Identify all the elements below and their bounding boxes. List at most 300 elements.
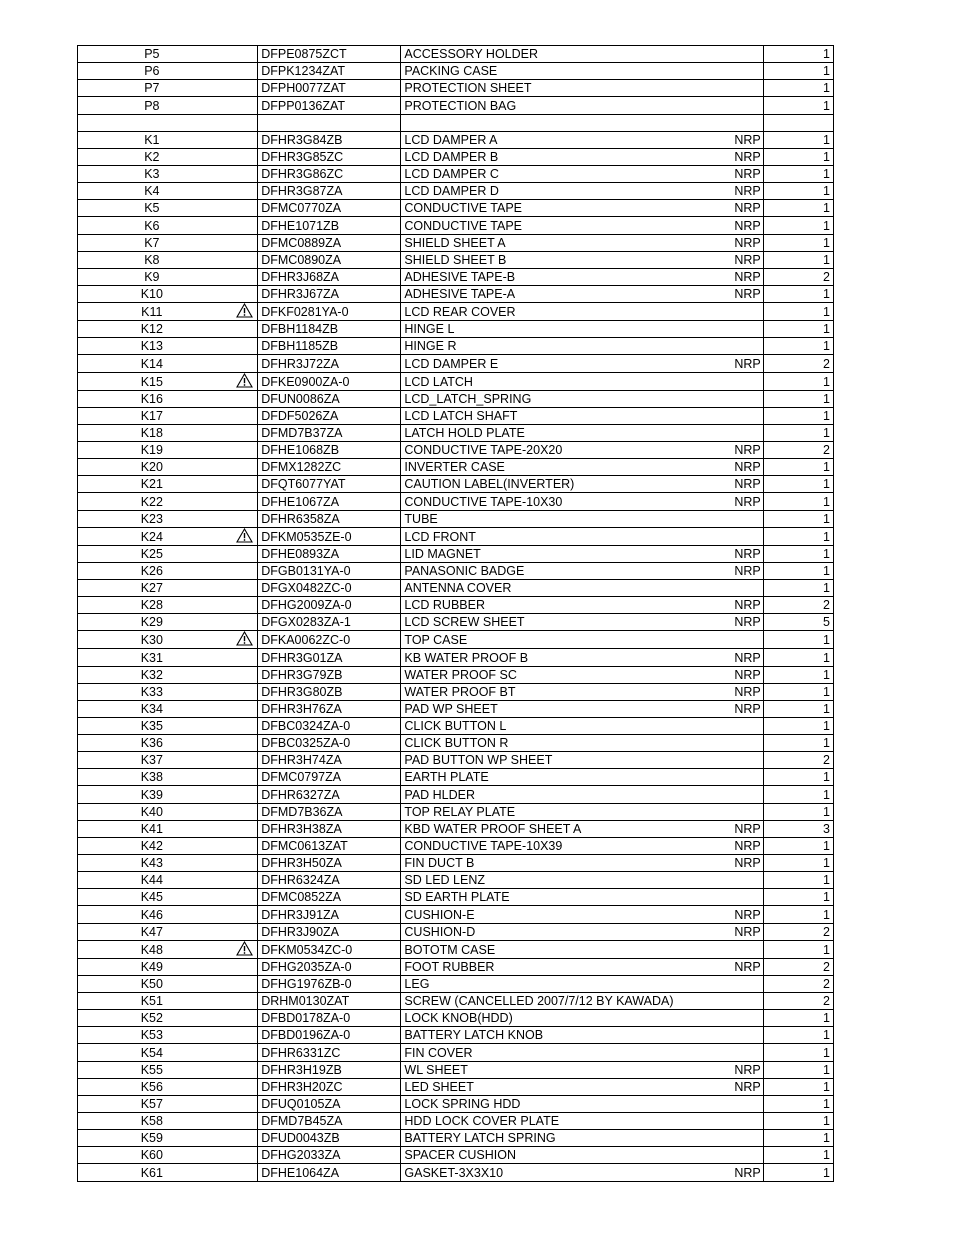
ref-no-cell: P8	[78, 97, 226, 114]
safety-mark-cell	[226, 631, 258, 649]
safety-mark-cell	[226, 303, 258, 321]
quantity-cell: 1	[763, 165, 833, 182]
ref-no-cell: K52	[78, 1010, 226, 1027]
description-cell: ADHESIVE TAPE-B	[401, 268, 732, 285]
nrp-cell	[732, 1027, 763, 1044]
table-row	[78, 683, 834, 700]
part-number-cell: DFGB0131YA-0	[258, 562, 401, 579]
part-number-cell: DFUQ0105ZA	[258, 1095, 401, 1112]
description-cell: CLICK BUTTON R	[401, 735, 732, 752]
part-number-cell: DFHR3G87ZA	[258, 183, 401, 200]
part-number-cell: DFBH1184ZB	[258, 321, 401, 338]
description-cell: SPACER CUSHION	[401, 1147, 732, 1164]
description-cell: CUSHION-D	[401, 923, 732, 940]
nrp-cell	[732, 975, 763, 992]
quantity-cell: 1	[763, 527, 833, 545]
description-cell: CAUTION LABEL(INVERTER)	[401, 476, 732, 493]
ref-no-cell: K41	[78, 820, 226, 837]
quantity-cell: 1	[763, 837, 833, 854]
nrp-cell	[732, 735, 763, 752]
description-cell: LCD DAMPER B	[401, 148, 732, 165]
description-cell: SHIELD SHEET A	[401, 234, 732, 251]
nrp-cell: NRP	[732, 855, 763, 872]
quantity-cell: 1	[763, 303, 833, 321]
part-number-cell: DFUN0086ZA	[258, 390, 401, 407]
description-cell: BOTOTM CASE	[401, 940, 732, 958]
nrp-cell: NRP	[732, 268, 763, 285]
table-row	[78, 407, 834, 424]
quantity-cell: 1	[763, 872, 833, 889]
ref-no-cell: K12	[78, 321, 226, 338]
nrp-cell	[732, 80, 763, 97]
nrp-cell: NRP	[732, 666, 763, 683]
safety-mark-cell	[226, 390, 258, 407]
ref-no-cell: K24	[78, 527, 226, 545]
ref-no-cell: K42	[78, 837, 226, 854]
part-number-cell: DFHE1068ZB	[258, 441, 401, 458]
nrp-cell: NRP	[732, 700, 763, 717]
safety-mark-cell	[226, 579, 258, 596]
nrp-cell	[732, 424, 763, 441]
part-number-cell: DFHR3H76ZA	[258, 700, 401, 717]
description-cell: PAD BUTTON WP SHEET	[401, 752, 732, 769]
quantity-cell: 1	[763, 407, 833, 424]
table-row	[78, 148, 834, 165]
quantity-cell: 1	[763, 786, 833, 803]
ref-no-cell: K30	[78, 631, 226, 649]
ref-no-cell: K37	[78, 752, 226, 769]
part-number-cell: DFMX1282ZC	[258, 459, 401, 476]
table-row	[78, 700, 834, 717]
description-cell: TOP CASE	[401, 631, 732, 649]
ref-no-cell: P5	[78, 46, 226, 63]
ref-no-cell: K40	[78, 803, 226, 820]
part-number-cell: DFKE0900ZA-0	[258, 372, 401, 390]
part-number-cell: DFBH1185ZB	[258, 338, 401, 355]
nrp-cell: NRP	[732, 285, 763, 302]
quantity-cell: 1	[763, 338, 833, 355]
quantity-cell: 1	[763, 906, 833, 923]
nrp-cell	[732, 390, 763, 407]
part-number-cell: DFMC0797ZA	[258, 769, 401, 786]
quantity-cell: 1	[763, 148, 833, 165]
safety-mark-cell	[226, 131, 258, 148]
nrp-cell	[732, 769, 763, 786]
description-cell: WL SHEET	[401, 1061, 732, 1078]
safety-mark-cell	[226, 649, 258, 666]
part-number-cell: DFHG2035ZA-0	[258, 958, 401, 975]
quantity-cell: 2	[763, 993, 833, 1010]
table-row	[78, 717, 834, 734]
ref-no-cell: K1	[78, 131, 226, 148]
safety-mark-cell	[226, 200, 258, 217]
safety-mark-cell	[226, 993, 258, 1010]
part-number-cell: DFPK1234ZAT	[258, 63, 401, 80]
description-cell: LOCK KNOB(HDD)	[401, 1010, 732, 1027]
ref-no-cell: K45	[78, 889, 226, 906]
nrp-cell	[732, 527, 763, 545]
table-row	[78, 46, 834, 63]
nrp-cell	[732, 63, 763, 80]
ref-no-cell: K56	[78, 1078, 226, 1095]
ref-no-cell: K50	[78, 975, 226, 992]
quantity-cell: 1	[763, 545, 833, 562]
description-cell: CONDUCTIVE TAPE	[401, 200, 732, 217]
quantity-cell	[763, 114, 833, 131]
part-number-cell: DFHR6331ZC	[258, 1044, 401, 1061]
quantity-cell: 1	[763, 889, 833, 906]
part-number-cell	[258, 114, 401, 131]
safety-mark-cell	[226, 837, 258, 854]
nrp-cell	[732, 717, 763, 734]
description-cell: HDD LOCK COVER PLATE	[401, 1113, 732, 1130]
nrp-cell: NRP	[732, 906, 763, 923]
table-row	[78, 769, 834, 786]
safety-mark-cell	[226, 80, 258, 97]
warning-triangle-icon	[236, 941, 253, 956]
warning-triangle-icon	[236, 528, 253, 543]
ref-no-cell: K59	[78, 1130, 226, 1147]
ref-no-cell: K53	[78, 1027, 226, 1044]
table-row	[78, 217, 834, 234]
table-row	[78, 993, 834, 1010]
table-row	[78, 579, 834, 596]
safety-mark-cell	[226, 476, 258, 493]
table-row	[78, 1164, 834, 1181]
description-cell: CONDUCTIVE TAPE-20X20	[401, 441, 732, 458]
safety-mark-cell	[226, 923, 258, 940]
table-row	[78, 372, 834, 390]
nrp-cell	[732, 114, 763, 131]
table-row	[78, 424, 834, 441]
ref-no-cell: K2	[78, 148, 226, 165]
quantity-cell: 1	[763, 579, 833, 596]
quantity-cell: 1	[763, 80, 833, 97]
ref-no-cell: K35	[78, 717, 226, 734]
part-number-cell: DFHR3H38ZA	[258, 820, 401, 837]
safety-mark-cell	[226, 1078, 258, 1095]
safety-mark-cell	[226, 683, 258, 700]
safety-mark-cell	[226, 251, 258, 268]
table-row	[78, 562, 834, 579]
ref-no-cell: K20	[78, 459, 226, 476]
part-number-cell: DFBD0178ZA-0	[258, 1010, 401, 1027]
quantity-cell: 1	[763, 424, 833, 441]
safety-mark-cell	[226, 217, 258, 234]
table-row	[78, 666, 834, 683]
quantity-cell: 2	[763, 923, 833, 940]
ref-no-cell: K44	[78, 872, 226, 889]
quantity-cell: 1	[763, 631, 833, 649]
nrp-cell	[732, 372, 763, 390]
safety-mark-cell	[226, 183, 258, 200]
description-cell: SHIELD SHEET B	[401, 251, 732, 268]
part-number-cell: DFKM0535ZE-0	[258, 527, 401, 545]
safety-mark-cell	[226, 597, 258, 614]
quantity-cell: 1	[763, 1078, 833, 1095]
part-number-cell: DFHR3H74ZA	[258, 752, 401, 769]
safety-mark-cell	[226, 752, 258, 769]
quantity-cell: 1	[763, 735, 833, 752]
table-row	[78, 1130, 834, 1147]
table-row	[78, 855, 834, 872]
safety-mark-cell	[226, 940, 258, 958]
ref-no-cell: K17	[78, 407, 226, 424]
quantity-cell: 2	[763, 268, 833, 285]
safety-mark-cell	[226, 562, 258, 579]
table-row	[78, 631, 834, 649]
table-row	[78, 1010, 834, 1027]
nrp-cell: NRP	[732, 597, 763, 614]
nrp-cell	[732, 579, 763, 596]
quantity-cell: 1	[763, 562, 833, 579]
safety-mark-cell	[226, 872, 258, 889]
table-row	[78, 63, 834, 80]
safety-mark-cell	[226, 1164, 258, 1181]
nrp-cell	[732, 1010, 763, 1027]
quantity-cell: 1	[763, 1113, 833, 1130]
safety-mark-cell	[226, 820, 258, 837]
ref-no-cell: K19	[78, 441, 226, 458]
ref-no-cell: K54	[78, 1044, 226, 1061]
description-cell: KB WATER PROOF B	[401, 649, 732, 666]
safety-mark-cell	[226, 803, 258, 820]
ref-no-cell: K3	[78, 165, 226, 182]
safety-mark-cell	[226, 372, 258, 390]
safety-mark-cell	[226, 97, 258, 114]
safety-mark-cell	[226, 234, 258, 251]
ref-no-cell: K36	[78, 735, 226, 752]
safety-mark-cell	[226, 355, 258, 372]
part-number-cell: DFHR3J91ZA	[258, 906, 401, 923]
nrp-cell: NRP	[732, 562, 763, 579]
ref-no-cell: K55	[78, 1061, 226, 1078]
description-cell: LCD DAMPER A	[401, 131, 732, 148]
quantity-cell: 1	[763, 1164, 833, 1181]
safety-mark-cell	[226, 855, 258, 872]
nrp-cell	[732, 752, 763, 769]
quantity-cell: 2	[763, 597, 833, 614]
part-number-cell: DFPE0875ZCT	[258, 46, 401, 63]
part-number-cell: DFMD7B37ZA	[258, 424, 401, 441]
ref-no-cell: K61	[78, 1164, 226, 1181]
table-row	[78, 234, 834, 251]
table-row	[78, 1095, 834, 1112]
quantity-cell: 5	[763, 614, 833, 631]
safety-mark-cell	[226, 1044, 258, 1061]
ref-no-cell: K43	[78, 855, 226, 872]
ref-no-cell: K27	[78, 579, 226, 596]
description-cell: LATCH HOLD PLATE	[401, 424, 732, 441]
part-number-cell: DFHR3J68ZA	[258, 268, 401, 285]
description-cell: CONDUCTIVE TAPE	[401, 217, 732, 234]
description-cell: WATER PROOF SC	[401, 666, 732, 683]
ref-no-cell: K18	[78, 424, 226, 441]
quantity-cell: 2	[763, 958, 833, 975]
table-row	[78, 268, 834, 285]
ref-no-cell: P6	[78, 63, 226, 80]
nrp-cell: NRP	[732, 148, 763, 165]
quantity-cell: 1	[763, 200, 833, 217]
table-row	[78, 493, 834, 510]
table-row	[78, 285, 834, 302]
description-cell: PROTECTION SHEET	[401, 80, 732, 97]
ref-no-cell: P7	[78, 80, 226, 97]
safety-mark-cell	[226, 1095, 258, 1112]
description-cell: CUSHION-E	[401, 906, 732, 923]
table-row	[78, 1027, 834, 1044]
safety-mark-cell	[226, 46, 258, 63]
quantity-cell: 1	[763, 1010, 833, 1027]
quantity-cell: 1	[763, 1027, 833, 1044]
description-cell: LCD SCREW SHEET	[401, 614, 732, 631]
part-number-cell: DFHE1064ZA	[258, 1164, 401, 1181]
warning-triangle-icon	[236, 631, 253, 646]
table-row	[78, 975, 834, 992]
table-row	[78, 906, 834, 923]
ref-no-cell: K11	[78, 303, 226, 321]
quantity-cell: 1	[763, 649, 833, 666]
part-number-cell: DFHR3J67ZA	[258, 285, 401, 302]
safety-mark-cell	[226, 459, 258, 476]
quantity-cell: 1	[763, 251, 833, 268]
description-cell: EARTH PLATE	[401, 769, 732, 786]
safety-mark-cell	[226, 510, 258, 527]
description-cell: TUBE	[401, 510, 732, 527]
table-row	[78, 338, 834, 355]
table-row	[78, 441, 834, 458]
ref-no-cell: K28	[78, 597, 226, 614]
safety-mark-cell	[226, 1113, 258, 1130]
description-cell: LCD_LATCH_SPRING	[401, 390, 732, 407]
ref-no-cell: K58	[78, 1113, 226, 1130]
part-number-cell: DFMC0770ZA	[258, 200, 401, 217]
ref-no-cell: K14	[78, 355, 226, 372]
ref-no-cell: K49	[78, 958, 226, 975]
nrp-cell	[732, 510, 763, 527]
part-number-cell: DFHE0893ZA	[258, 545, 401, 562]
part-number-cell: DFHE1071ZB	[258, 217, 401, 234]
quantity-cell: 1	[763, 1061, 833, 1078]
safety-mark-cell	[226, 268, 258, 285]
ref-no-cell: K33	[78, 683, 226, 700]
quantity-cell: 1	[763, 940, 833, 958]
part-number-cell: DFHG2009ZA-0	[258, 597, 401, 614]
table-row	[78, 923, 834, 940]
part-number-cell: DFHR3J90ZA	[258, 923, 401, 940]
nrp-cell	[732, 940, 763, 958]
safety-mark-cell	[226, 545, 258, 562]
safety-mark-cell	[226, 407, 258, 424]
table-row	[78, 459, 834, 476]
table-row	[78, 390, 834, 407]
description-cell: PAD WP SHEET	[401, 700, 732, 717]
nrp-cell: NRP	[732, 165, 763, 182]
description-cell: LCD FRONT	[401, 527, 732, 545]
table-row	[78, 545, 834, 562]
part-number-cell: DFMC0613ZAT	[258, 837, 401, 854]
quantity-cell: 1	[763, 700, 833, 717]
table-row	[78, 97, 834, 114]
part-number-cell: DFHR3H20ZC	[258, 1078, 401, 1095]
nrp-cell	[732, 97, 763, 114]
table-row	[78, 649, 834, 666]
description-cell: SCREW (CANCELLED 2007/7/12 BY KAWADA)	[401, 993, 732, 1010]
nrp-cell	[732, 338, 763, 355]
ref-no-cell: K9	[78, 268, 226, 285]
description-cell	[401, 114, 732, 131]
ref-no-cell: K47	[78, 923, 226, 940]
safety-mark-cell	[226, 493, 258, 510]
safety-mark-cell	[226, 906, 258, 923]
part-number-cell: DFBC0324ZA-0	[258, 717, 401, 734]
quantity-cell: 1	[763, 1095, 833, 1112]
quantity-cell: 1	[763, 46, 833, 63]
safety-mark-cell	[226, 1027, 258, 1044]
parts-list-body	[78, 46, 834, 1182]
ref-no-cell: K39	[78, 786, 226, 803]
nrp-cell	[732, 1044, 763, 1061]
ref-no-cell: K5	[78, 200, 226, 217]
nrp-cell: NRP	[732, 1164, 763, 1181]
description-cell: LCD LATCH	[401, 372, 732, 390]
description-cell: BATTERY LATCH KNOB	[401, 1027, 732, 1044]
quantity-cell: 1	[763, 372, 833, 390]
ref-no-cell: K16	[78, 390, 226, 407]
description-cell: LCD DAMPER C	[401, 165, 732, 182]
ref-no-cell: K25	[78, 545, 226, 562]
table-row	[78, 614, 834, 631]
safety-mark-cell	[226, 717, 258, 734]
ref-no-cell: K22	[78, 493, 226, 510]
part-number-cell: DFHE1067ZA	[258, 493, 401, 510]
ref-no-cell: K26	[78, 562, 226, 579]
safety-mark-cell	[226, 441, 258, 458]
description-cell: CONDUCTIVE TAPE-10X30	[401, 493, 732, 510]
table-row	[78, 786, 834, 803]
safety-mark-cell	[226, 786, 258, 803]
nrp-cell	[732, 1147, 763, 1164]
description-cell: PROTECTION BAG	[401, 97, 732, 114]
nrp-cell	[732, 803, 763, 820]
quantity-cell: 1	[763, 510, 833, 527]
nrp-cell	[732, 407, 763, 424]
ref-no-cell: K60	[78, 1147, 226, 1164]
ref-no-cell: K10	[78, 285, 226, 302]
safety-mark-cell	[226, 975, 258, 992]
part-number-cell: DFBD0196ZA-0	[258, 1027, 401, 1044]
table-row	[78, 476, 834, 493]
description-cell: PACKING CASE	[401, 63, 732, 80]
safety-mark-cell	[226, 424, 258, 441]
part-number-cell: DFMC0852ZA	[258, 889, 401, 906]
part-number-cell: DFHG1976ZB-0	[258, 975, 401, 992]
quantity-cell: 1	[763, 666, 833, 683]
table-row	[78, 1147, 834, 1164]
nrp-cell	[732, 1113, 763, 1130]
table-row	[78, 735, 834, 752]
ref-no-cell: K31	[78, 649, 226, 666]
description-cell: BATTERY LATCH SPRING	[401, 1130, 732, 1147]
part-number-cell: DFHR3H19ZB	[258, 1061, 401, 1078]
nrp-cell: NRP	[732, 1078, 763, 1095]
parts-list-table	[77, 45, 834, 1182]
nrp-cell	[732, 872, 763, 889]
description-cell: PANASONIC BADGE	[401, 562, 732, 579]
description-cell: FIN COVER	[401, 1044, 732, 1061]
part-number-cell: DFMC0890ZA	[258, 251, 401, 268]
ref-no-cell: K48	[78, 940, 226, 958]
